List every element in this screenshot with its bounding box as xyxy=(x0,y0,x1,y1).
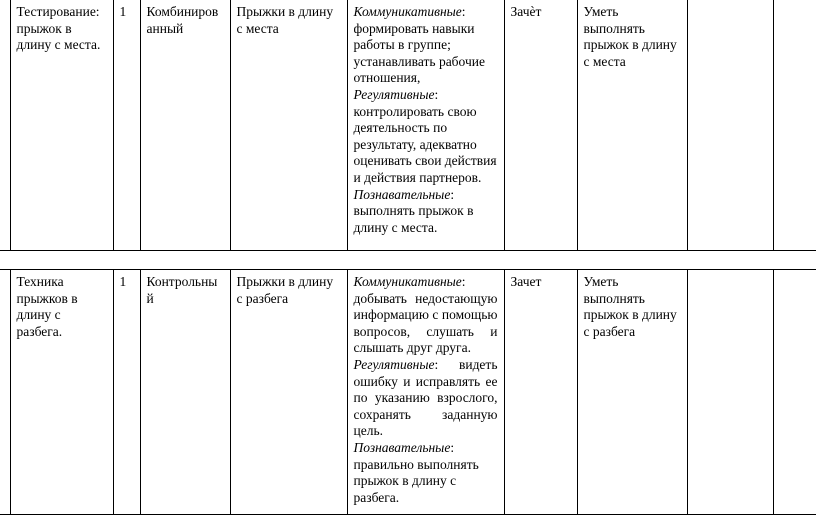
skill-text: добывать недостающую информацию с помощью вопросов, слушать и слышать друг друга. xyxy=(353,290,498,356)
skill-communicative: Коммуникативные: формировать навыки работы в группе; устанавливать рабочие отношения, xyxy=(353,4,485,86)
empty-cell xyxy=(773,270,816,515)
skill-label: Коммуникативные xyxy=(353,274,462,289)
skill-cognitive: Познавательные: правильно выполнять прыжок в длину с разбега. xyxy=(353,439,479,505)
topic-cell: Тестирование: прыжок в длину с места. xyxy=(10,0,113,251)
control-cell: Зачет xyxy=(504,270,577,515)
skill-text: видеть ошибку и исправлять ее по указанию взрослого, сохранять заданную цель. xyxy=(353,356,498,439)
content-cell: Прыжки в длину с места xyxy=(230,0,347,251)
empty-cell xyxy=(773,0,816,251)
result-cell: Уметь выполнять прыжок в длину с разбега xyxy=(577,270,687,515)
skill-label: Регулятивные xyxy=(353,86,435,102)
hours-cell: 1 xyxy=(113,270,140,515)
row-number-cell xyxy=(0,270,10,515)
skill-label: Регулятивные xyxy=(353,356,435,372)
table-row xyxy=(0,0,816,251)
skill-label: Познавательные xyxy=(353,439,451,455)
skill-regulatory: Регулятивные: контролировать свою деятельность по результату, адекватно оценивать свои действия и действия партнеров. xyxy=(353,86,497,185)
skill-regulatory: Регулятивные: видеть ошибку и исправлять ее по указанию взрослого, сохранять заданную цель. xyxy=(353,356,498,439)
row-number-cell xyxy=(0,0,10,251)
lesson-row-table-1 xyxy=(0,0,816,251)
lesson-row-table-2 xyxy=(0,269,816,515)
skill-communicative: Коммуникативные: добывать недостающую информацию с помощью вопросов, слушать и слышать друг друга. xyxy=(353,274,498,356)
lesson-type-cell: Контрольный xyxy=(140,270,230,515)
lesson-type-cell: Комбинированный xyxy=(140,0,230,251)
skill-cognitive: Познавательные: выполнять прыжок в длину с места. xyxy=(353,186,474,235)
control-cell: Зачѐт xyxy=(504,0,577,251)
empty-cell xyxy=(687,270,773,515)
skill-label: Коммуникативные xyxy=(353,4,462,19)
skill-label: Познавательные xyxy=(353,186,451,202)
skill-text: контролировать свою деятельность по результату, адекватно оценивать свои действия и действия партнеров. xyxy=(353,103,497,185)
skills-cell xyxy=(347,270,504,515)
skill-text: выполнять прыжок в длину с места. xyxy=(353,203,474,235)
table-row xyxy=(0,270,816,515)
hours-cell: 1 xyxy=(113,0,140,251)
topic-cell: Техника прыжков в длину с разбега. xyxy=(10,270,113,515)
skill-text: формировать навыки работы в группе; устанавливать рабочие отношения, xyxy=(353,20,485,86)
skills-cell xyxy=(347,0,504,251)
result-cell: Уметь выполнять прыжок в длину с места xyxy=(577,0,687,251)
content-cell: Прыжки в длину с разбега xyxy=(230,270,347,515)
empty-cell xyxy=(687,0,773,251)
skill-text: правильно выполнять прыжок в длину с разбега. xyxy=(353,456,479,505)
